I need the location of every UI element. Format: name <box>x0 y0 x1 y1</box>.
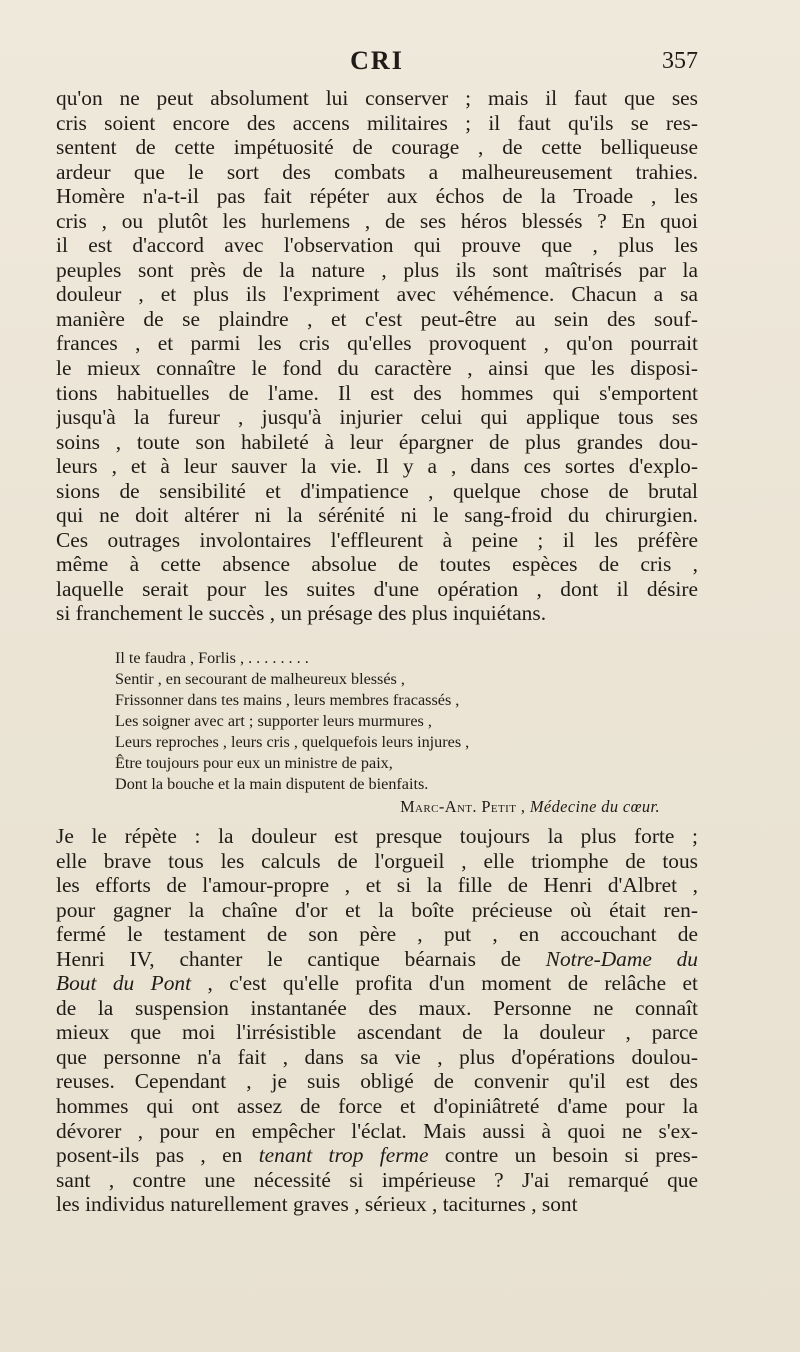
text-segment: sant , contre une nécessité si impérieuse ? J'ai remarqué que <box>56 1167 698 1192</box>
verse-line: Être toujours pour eux un ministre de paix, <box>115 754 393 772</box>
text-line: frances , et parmi les cris qu'elles provoquent , qu'on pourrait <box>56 331 698 356</box>
text-segment: les individus naturellement graves , sérieux , taciturnes , sont <box>56 1192 578 1217</box>
text-line <box>56 873 698 898</box>
text-segment: que personne n'a fait , dans sa vie , plus d'opérations doulou- <box>56 1044 698 1069</box>
text-line: ardeur que le sort des combats a malheureusement trahies. <box>56 159 698 184</box>
attribution-work: Médecine du cœur. <box>529 797 660 816</box>
paragraph-1 <box>56 86 698 626</box>
verse-line: Dont la bouche et la main disputent de bienfaits. <box>115 775 429 793</box>
text-segment: posent-ils pas , en <box>56 1143 259 1168</box>
text-segment: reuses. Cependant , je suis obligé de convenir qu'il est des <box>56 1069 698 1094</box>
text-line <box>56 898 698 923</box>
text-line <box>56 996 698 1021</box>
running-head-title: CRI <box>350 46 404 75</box>
text-line: qui ne doit altérer ni la sérénité ni le sang-froid du chirurgien. <box>56 503 698 528</box>
text-line: peuples sont près de la nature , plus ils sont maîtrisés par la <box>56 257 698 282</box>
text-line <box>56 1192 698 1217</box>
text-line <box>56 1143 698 1168</box>
page-number: 357 <box>662 48 698 74</box>
attribution-author: Marc-Ant. Petit , <box>400 797 526 816</box>
text-line: laquelle serait pour les suites d'une opération , dont il désire <box>56 576 698 601</box>
text-line <box>56 1020 698 1045</box>
text-line <box>56 971 698 996</box>
text-line <box>56 849 698 874</box>
running-head <box>56 46 698 80</box>
paragraph-2 <box>56 824 698 1217</box>
verse-line: Leurs reproches , leurs cris , quelquefois leurs injures , <box>115 733 470 751</box>
text-line: soins , toute son habileté à leur épargner de plus grandes dou- <box>56 429 698 454</box>
text-line: jusqu'à la fureur , jusqu'à injurier celui qui applique tous ses <box>56 405 698 430</box>
text-segment: pour gagner la chaîne d'or et la boîte précieuse où était ren- <box>56 897 698 922</box>
text-line: cris soient encore des accens militaires ; il faut qu'ils se res- <box>56 110 698 135</box>
text-line: Homère n'a-t-il pas fait répéter aux échos de la Troade , les <box>56 184 698 209</box>
text-line <box>56 1119 698 1144</box>
verse-quotation <box>115 648 660 818</box>
text-segment: Henri IV, chanter le cantique béarnais de <box>56 946 546 971</box>
text-segment: Je le répète : la douleur est presque toujours la plus forte ; <box>56 824 698 848</box>
italic-segment: Notre-Dame du <box>545 946 698 971</box>
text-segment: fermé le testament de son père , put , en accouchant de <box>56 922 698 947</box>
text-line: le mieux connaître le fond du caractère , ainsi que les disposi- <box>56 356 698 381</box>
text-line: sentent de cette impétuosité de courage , de cette belliqueuse <box>56 135 698 160</box>
text-line: Ces outrages involontaires l'effleurent à peine ; il les préfère <box>56 527 698 552</box>
text-line: il est d'accord avec l'observation qui prouve que , plus les <box>56 233 698 258</box>
text-line: qu'on ne peut absolument lui conserver ; mais il faut que ses <box>56 86 698 110</box>
text-segment: de la suspension instantanée des maux. Personne ne connaît <box>56 995 698 1020</box>
text-line <box>56 824 698 849</box>
text-segment: contre un besoin si pres- <box>428 1143 698 1168</box>
text-line: même à cette absence absolue de toutes espèces de cris , <box>56 552 698 577</box>
text-line <box>56 947 698 972</box>
text-line: leurs , et à leur sauver la vie. Il y a , dans ces sortes d'explo- <box>56 454 698 479</box>
text-segment: , c'est qu'elle profita d'un moment de relâche et <box>191 971 698 996</box>
text-line: cris , ou plutôt les hurlemens , de ses héros blessés ? En quoi <box>56 208 698 233</box>
text-segment: dévorer , pour en empêcher l'éclat. Mais aussi à quoi ne s'ex- <box>56 1118 698 1143</box>
text-line: douleur , et plus ils l'expriment avec véhémence. Chacun a sa <box>56 282 698 307</box>
text-line <box>56 1069 698 1094</box>
text-segment: hommes qui ont assez de force et d'opiniâtreté d'ame pour la <box>56 1094 698 1119</box>
italic-segment: tenant trop ferme <box>258 1143 429 1168</box>
text-line: manière de se plaindre , et c'est peut-être au sein des souf- <box>56 306 698 331</box>
text-segment: les efforts de l'amour-propre , et si la fille de Henri d'Albret , <box>56 873 698 898</box>
text-segment: elle brave tous les calculs de l'orgueil , elle triomphe de tous <box>56 848 698 873</box>
text-line <box>56 922 698 947</box>
verse-line: Les soigner avec art ; supporter leurs murmures , <box>115 712 432 730</box>
verse-line: Il te faudra , Forlis , . . . . . . . . <box>115 649 309 667</box>
text-line <box>56 1094 698 1119</box>
text-line <box>56 1168 698 1193</box>
text-line: sions de sensibilité et d'impatience , quelque chose de brutal <box>56 478 698 503</box>
verse-line: Frissonner dans tes mains , leurs membres fracassés , <box>115 691 460 709</box>
text-segment: mieux que moi l'irrésistible ascendant de la douleur , parce <box>56 1020 698 1045</box>
verse-line: Sentir , en secourant de malheureux blessés , <box>115 670 405 688</box>
text-line <box>56 1045 698 1070</box>
verse-attribution <box>115 796 660 818</box>
italic-segment: Bout du Pont <box>56 971 192 996</box>
text-line: tions habituelles de l'ame. Il est des hommes qui s'emportent <box>56 380 698 405</box>
text-line: si franchement le succès , un présage des plus inquiétans. <box>56 601 547 626</box>
